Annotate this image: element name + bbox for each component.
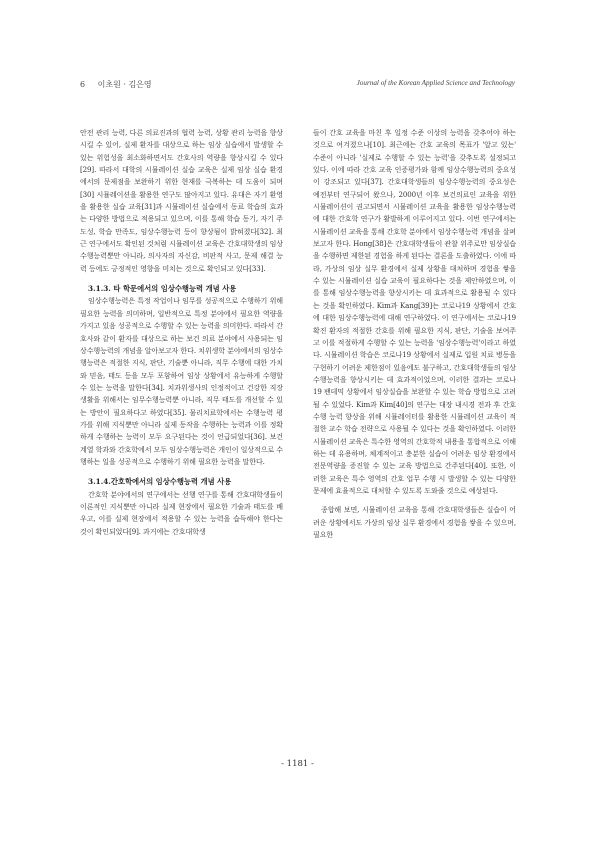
body-paragraph: 들이 간호 교육을 마친 후 일정 수준 이상의 능력을 갖추어야 하는 것으로 여겨졌으나[10]. 최근에는 간호 교육의 목표가 '알고 있는' 수준이 아니라 '실제로 수행할 수 있는 능력'을 갖추도록 설정되고 있다. 이에 따라 간호 교육 인증평가와 함께 임상수행능력의 중요성이 강조되고 있다[37]. 간호대학생들의 임상수행능력의 중요성은 예전부터 연구되어 왔으나, 2000년 이후 보건의료인 교육을 위한 시뮬레이션이 권고되면서 시뮬레이션 교육을 활용한 임상수행능력에 대한 간호학 연구가 활발하게 이루어지고 있다. 이번 연구에서는 시뮬레이션 교육을 통해 간호학 분야에서 임상수행능력 개념을 살펴보고자 한다. Hong[38]은 간호대학생들이 관찰 위주로만 임상실습을 수행하면 제한된 경험을 하게 된다는 결론을 도출하였다. 이에 따라, 가상의 임상 실무 환경에서 실제 상황을 대처하며 경험을 쌓을 수 있는 시뮬레이션 실습 교육이 필요하다는 것을 제안하였으며, 이를 통해 임상수행능력을 향상시키는 데 효과적으로 활용될 수 있다는 것을 확인하였다. Kim과 Kang[39]는 코로나19 상황에서 간호에 대한 임상수행능력에 대해 연구하였다. 이 연구에서는 코로나19 확진 환자의 적절한 간호를 위해 필요한 지식, 판단, 기술을 보여주고 이를 적절하게 수행할 수 있는 능력을 '임상수행능력'이라고 하였다. 시뮬레이션 학습은 코로나19 상황에서 실제로 입원 치료 병동을 구현하기 어려운 제한점이 있음에도 불구하고, 간호대학생들의 임상수행능력을 향상시키는 데 효과적이었으며, 이러한 결과는 코로나19 팬데믹 상황에서 임상실습을 보완할 수 있는 학습 방법으로 고려될 수 있었다. Kim과 Kim[40]의 연구는 대장 내시경 전과 후 간호 수행 능력 향상을 위해 시뮬레이터를 활용한 시뮬레이션 교육이 적절한 교수 학습 전략으로 사용될 수 있다는 것을 확인하였다. 이러한 시뮬레이션 교육은 특수한 영역의 간호학적 내용을 통합적으로 이해하는 데 유용하며, 체계적이고 충분한 실습이 어려운 임상 환경에서 전문역량을 증진할 수 있는 교육 방법으로 간주된다[40]. 또한, 이러한 교육은 특수 영역의 간호 업무 수행 시 발생할 수 있는 다양한 문제에 효율적으로 대처할 수 있도록 도와줄 것으로 예상된다. [313, 128, 516, 495]
header-authors: 이초원 · 김은영 [97, 80, 152, 89]
body-paragraph: 간호학 분야에서의 연구에서는 선행 연구를 통해 간호대학생들이 이론적인 지식뿐만 아니라 실제 현장에서 필요한 기술과 태도를 배우고, 이를 실제 현장에서 적용할 수 있는 능력을 습득해야 한다는 것이 확인되었다[9]. 과거에는 간호대학생 [80, 489, 283, 536]
left-column [80, 127, 283, 538]
right-column [313, 127, 516, 541]
page-number: 6 [80, 80, 86, 89]
body-paragraph: 안전 관리 능력, 다른 의료진과의 협력 능력, 상황 관리 능력을 향상시킬 수 있어, 실제 환자를 대상으로 하는 임상 실습에서 발생할 수 있는 위험성을 최소화하면서도 간호사의 역량을 향상시킬 수 있다[29]. 따라서 대학의 시뮬레이션 실습 교육은 실제 임상 실습 환경에서의 문제점을 보완하기 위한 현재를 극복하는 데 도움이 되며[30] 시뮬레이션을 활용한 연구도 많아지고 있다. 유대은 자기 환영을 활용한 실습 교육[31]과 시뮬레이션 실습에서 동료 학습의 효과는 다양한 방법으로 적용되고 있으며, 이를 통해 학습 동기, 자기 주도성, 학습 만족도, 임상수행능력 등이 향상됨이 밝혀졌다[32]. 최근 연구에서도 확인된 것처럼 시뮬레이션 교육은 간호대학생의 임상수행능력뿐만 아니라, 의사자의 자신감, 비판적 사고, 문제 해결 능력 등에도 긍정적인 영향을 미치는 것으로 확인되고 있다[33]. [80, 128, 283, 273]
body-paragraph: 임상수행능력은 특정 작업이나 임무를 성공적으로 수행하기 위해 필요한 능력을 의미하며, 일반적으로 특정 분야에서 필요한 역량을 가지고 있음 성공적으로 수행할 수 있는 능력을 의미한다. 따라서 간호사와 같이 환자를 대상으로 하는 보건 의료 분야에서 사용되는 임상수행능력의 개념을 알아보고자 한다. 치위생학 분야에서의 임상수행능력은 적절한 지식, 판단, 기술뿐 아니라, 직무 수행에 대한 가치와 믿음, 태도 등을 모두 포함하여 임상 상황에서 유능하게 수행할 수 있는 능력을 말한다[34]. 치과위생사의 인정적이고 건강한 직장생활을 위해서는 임무수행능력뿐 아니라, 직무 태도를 개선할 수 있는 방안이 필요하다고 하였다[35]. 물리치료학에서는 수행능력 평가를 위해 지식뿐만 아니라 실제 동작을 수행하는 능력과 이를 정확하게 수행하는 능력이 모두 요구된다는 것이 언급되었다[36]. 보건계열 학과와 간호학에서 모두 임상수행능력은 개인이 일상적으로 수행하는 일을 성공적으로 수행하기 위해 필요한 능력을 말한다. [80, 296, 283, 466]
page-footer-number: - 1181 - [281, 759, 314, 769]
journal-name: Journal of the Korean Applied Science and Technology [356, 79, 515, 87]
section-heading: 3.1.3. 타 학문에서의 임상수행능력 개념 사용 [88, 284, 237, 294]
running-header [80, 79, 515, 93]
header-left [80, 79, 152, 90]
section-heading: 3.1.4.간호학에서의 임상수행능력 개념 사용 [88, 477, 232, 487]
body-paragraph: 종합해 보면, 시뮬레이션 교육을 통해 간호대학생들은 실습이 어려운 상황에서도 가상의 임상 실무 환경에서 경험을 쌓을 수 있으며, 필요한 [313, 505, 516, 539]
